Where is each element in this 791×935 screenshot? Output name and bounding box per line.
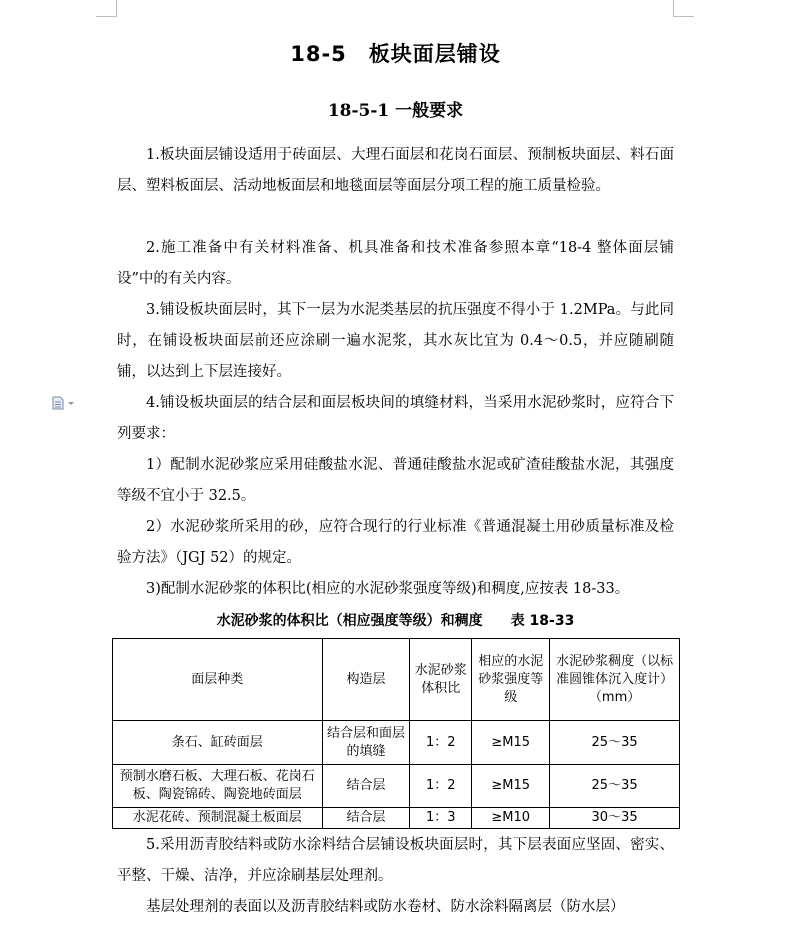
table-cell: 1：2 bbox=[410, 721, 472, 765]
table-header-cell: 面层种类 bbox=[113, 639, 323, 721]
document-icon[interactable] bbox=[52, 396, 76, 410]
table-cell: 水泥花砖、预制混凝土板面层 bbox=[113, 808, 323, 829]
section-heading: 18-5-1 一般要求 bbox=[327, 101, 464, 121]
table-cell: 结合层和面层的填缝 bbox=[322, 721, 410, 765]
table-cell: 结合层 bbox=[322, 808, 410, 829]
table-row bbox=[113, 765, 680, 808]
table-cell: 1：3 bbox=[410, 808, 472, 829]
table-header-cell: 水泥砂浆体积比 bbox=[410, 639, 472, 721]
table-row bbox=[113, 721, 680, 765]
paragraph-4-3: 3)配制水泥砂浆的体积比(相应的水泥砂浆强度等级)和稠度,应按表 18-33。 bbox=[146, 581, 630, 597]
table-cell: ≥M15 bbox=[472, 765, 550, 808]
paragraph-1: 1.板块面层铺设适用于砖面层、大理石面层和花岗石面层、预制板块面层、料石面层、塑料板面层、活动地板面层和地毯面层等面层分项工程的施工质量检验。 bbox=[117, 147, 674, 194]
table-header-row bbox=[113, 639, 680, 721]
paragraph-3: 3.铺设板块面层时，其下一层为水泥类基层的抗压强度不得小于 1.2MPa。与此同时，在铺设板块面层前还应涂刷一遍水泥浆，其水灰比宜为 0.4～0.5，并应随刷随铺，以达到上下层连接好。 bbox=[117, 302, 674, 380]
table-cell: 25～35 bbox=[550, 765, 680, 808]
table-caption: 水泥砂浆的体积比（相应强度等级）和稠度 表 18-33 bbox=[216, 613, 575, 629]
table-header-cell: 构造层 bbox=[322, 639, 410, 721]
table-header-cell: 水泥砂浆稠度（以标准圆锥体沉入度计）（mm） bbox=[550, 639, 680, 721]
paragraph-2: 2.施工准备中有关材料准备、机具准备和技术准备参照本章“18-4 整体面层铺设”中的有关内容。 bbox=[117, 240, 674, 287]
table-cell: 30～35 bbox=[550, 808, 680, 829]
table-cell: 1：2 bbox=[410, 765, 472, 808]
paragraph-4: 4.铺设板块面层的结合层和面层板块间的填缝材料，当采用水泥砂浆时，应符合下列要求： bbox=[117, 395, 674, 442]
paragraph-4-2: 2）水泥砂浆所采用的砂，应符合现行的行业标准《普通混凝土用砂质量标准及检验方法》（JGJ 52）的规定。 bbox=[117, 519, 674, 566]
table-header-cell: 相应的水泥砂浆强度等级 bbox=[472, 639, 550, 721]
table-row bbox=[113, 808, 680, 829]
table-cell: 结合层 bbox=[322, 765, 410, 808]
crop-mark-top-left bbox=[96, 0, 117, 17]
crop-mark-top-right bbox=[673, 0, 694, 17]
paragraph-5: 5.采用沥青胶结料或防水涂料结合层铺设板块面层时，其下层表面应坚固、密实、平整、干燥、洁净，并应涂刷基层处理剂。 bbox=[117, 837, 674, 884]
page-title: 18-5 板块面层铺设 bbox=[290, 42, 501, 66]
mortar-spec-table bbox=[112, 638, 680, 829]
paragraph-6: 基层处理剂的表面以及沥青胶结料或防水卷材、防水涂料隔离层（防水层） bbox=[146, 899, 625, 915]
paragraph-4-1: 1）配制水泥砂浆应采用硅酸盐水泥、普通硅酸盐水泥或矿渣硅酸盐水泥，其强度等级不宜小于 32.5。 bbox=[117, 457, 674, 504]
table-cell: 预制水磨石板、大理石板、花岗石板、陶瓷锦砖、陶瓷地砖面层 bbox=[113, 765, 323, 808]
table-cell: 25～35 bbox=[550, 721, 680, 765]
table-cell: 条石、缸砖面层 bbox=[113, 721, 323, 765]
table-cell: ≥M10 bbox=[472, 808, 550, 829]
table-cell: ≥M15 bbox=[472, 721, 550, 765]
